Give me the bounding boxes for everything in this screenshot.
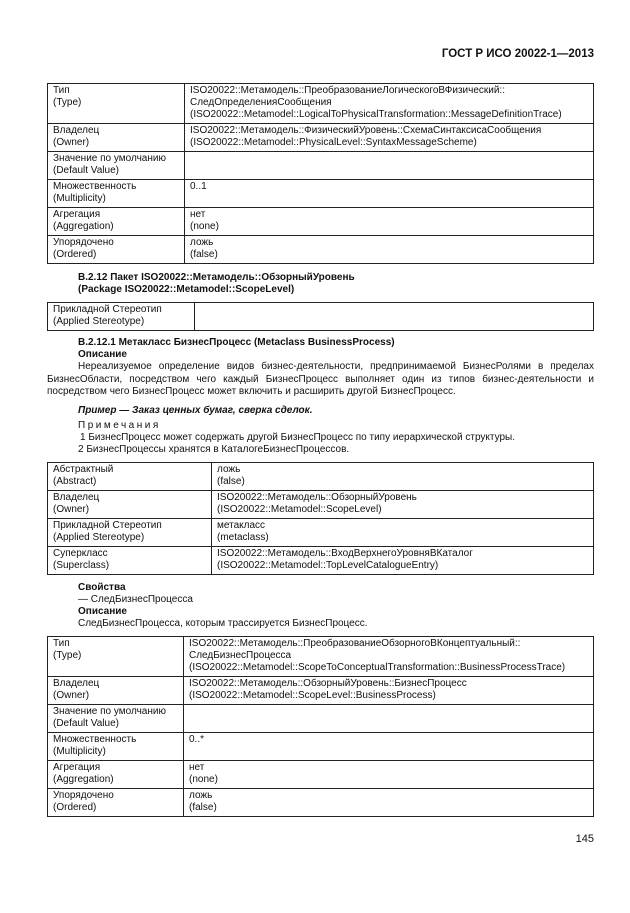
page-number: 145: [575, 833, 594, 845]
label-line: Владелец: [53, 491, 100, 503]
table-row: [48, 180, 594, 208]
value-line: (none): [190, 221, 219, 232]
label-line: (Applied Stereotype): [53, 531, 145, 543]
value-line: 0..1: [190, 181, 207, 192]
table-row: [48, 303, 594, 331]
property-label-cell: [48, 462, 212, 490]
label-line: (Superclass): [53, 559, 110, 571]
label-line: (Applied Stereotype): [53, 316, 145, 327]
table-row: [48, 124, 594, 152]
label-line: (Aggregation): [53, 221, 114, 232]
table-row: [48, 518, 594, 546]
value-line: ложь: [189, 789, 213, 801]
table-row: [48, 208, 594, 236]
label-line: Владелец: [53, 125, 100, 136]
note-2: 2 БизнесПроцессы хранятся в КаталогеБизнесПроцессов.: [78, 443, 350, 455]
table-row: [48, 704, 594, 732]
property-label-cell: [48, 208, 185, 236]
property-value-cell: [185, 180, 594, 208]
label-line: Агрегация: [53, 209, 101, 220]
property-value-cell: [185, 152, 594, 180]
label-line: Прикладной Стереотип: [53, 304, 162, 315]
property-value-cell: [212, 518, 594, 546]
value-line: ложь: [217, 463, 241, 475]
label-line: Значение по умолчанию: [53, 153, 166, 164]
property-label-cell: [48, 180, 185, 208]
value-line: метакласс: [217, 519, 266, 531]
value-line: ISO20022::Метамодель::ПреобразованиеЛогическогоВФизический::: [190, 85, 505, 96]
value-line: ISO20022::Метамодель::ПреобразованиеОбзорногоВКонцептуальный::: [189, 637, 521, 649]
value-line: (false): [217, 475, 245, 487]
property-label-cell: [48, 636, 184, 676]
property-value-cell: [185, 124, 594, 152]
property-label-cell: [48, 546, 212, 574]
property-value-cell: [212, 462, 594, 490]
properties-heading: Свойства: [78, 581, 126, 593]
label-line: Значение по умолчанию: [53, 705, 166, 717]
label-line: Суперкласс: [53, 547, 108, 559]
value-line: ложь: [190, 237, 214, 248]
value-line: ISO20022::Метамодель::ВходВерхнегоУровняВКаталог: [217, 547, 473, 559]
table-row: [48, 236, 594, 264]
table-row: [48, 788, 594, 816]
label-line: (Owner): [53, 137, 90, 148]
label-line: Упорядочено: [53, 237, 114, 248]
label-line: (Aggregation): [53, 773, 114, 785]
metaclass-business-process-table: [47, 462, 594, 575]
table-row: [48, 84, 594, 124]
value-line: (metaclass): [217, 531, 269, 543]
value-line: СледБизнесПроцесса: [189, 649, 292, 661]
table-row: [48, 462, 594, 490]
package-stereotype-table: [47, 302, 594, 331]
label-line: Абстрактный: [53, 463, 114, 475]
value-line: нет: [189, 761, 205, 773]
label-line: (Abstract): [53, 475, 97, 487]
description-text: Нереализуемое определение видов бизнес-деятельности, предпринимаемой БизнесРолями в пределах БизнесОбласти, посредством чего каждый БизнесПроцесс выполняет один из типов бизнес-деятельности и посредством чего БизнесПроцесс может включить и расширить другой БизнесПроцесс.: [47, 361, 594, 397]
property-value-cell: [184, 636, 594, 676]
table-row: [48, 636, 594, 676]
property-label-cell: [48, 236, 185, 264]
label-line: (Default Value): [53, 165, 119, 176]
property-label-cell: [48, 518, 212, 546]
attribute-table-business-process-trace: [47, 636, 594, 817]
label-line: Владелец: [53, 677, 100, 689]
property-value-cell: [195, 303, 594, 331]
label-line: (Multiplicity): [53, 745, 106, 757]
value-line: нет: [190, 209, 206, 220]
table-row: [48, 490, 594, 518]
property-item: — СледБизнесПроцесса: [78, 593, 193, 605]
table-row: [48, 760, 594, 788]
property-description-text: СледБизнесПроцесса, которым трассируется БизнесПроцесс.: [78, 617, 368, 629]
value-line: (false): [189, 801, 217, 813]
label-line: (Ordered): [53, 249, 97, 260]
property-value-cell: [185, 236, 594, 264]
notes-heading: Примечания: [78, 419, 161, 431]
value-line: (none): [189, 773, 218, 785]
property-label-cell: [48, 490, 212, 518]
property-value-cell: [212, 490, 594, 518]
property-label-cell: [48, 788, 184, 816]
label-line: Тип: [53, 637, 70, 649]
property-value-cell: [184, 732, 594, 760]
label-line: (Owner): [53, 503, 90, 515]
section-heading-b2121: B.2.12.1 Метакласс БизнесПроцесс (Metaclass BusinessProcess): [78, 337, 395, 348]
property-value-cell: [184, 704, 594, 732]
value-line: ISO20022::Метамодель::ОбзорныйУровень: [217, 491, 417, 503]
property-label-cell: [48, 760, 184, 788]
property-label-cell: [48, 84, 185, 124]
label-line: Агрегация: [53, 761, 101, 773]
label-line: (Ordered): [53, 801, 97, 813]
label-line: Прикладной Стереотип: [53, 519, 162, 531]
value-line: (ISO20022::Metamodel::PhysicalLevel::SyntaxMessageScheme): [190, 137, 477, 148]
property-value-cell: [212, 546, 594, 574]
property-value-cell: [184, 788, 594, 816]
value-line: ISO20022::Метамодель::ФизическийУровень::СхемаСинтаксисаСообщения: [190, 125, 542, 136]
property-label-cell: [48, 676, 184, 704]
section-heading-b212-en: (Package ISO20022::Metamodel::ScopeLevel): [78, 284, 295, 295]
label-line: (Type): [53, 97, 82, 108]
value-line: (ISO20022::Metamodel::ScopeToConceptualTransformation::BusinessProcessTrace): [189, 661, 566, 673]
property-label-cell: [48, 124, 185, 152]
label-line: (Multiplicity): [53, 193, 106, 204]
page-body: [47, 83, 594, 817]
label-line: (Type): [53, 649, 82, 661]
table-row: [48, 546, 594, 574]
attribute-table-message-definition-trace: [47, 83, 594, 264]
property-value-cell: [185, 84, 594, 124]
label-line: Множественность: [53, 733, 137, 745]
property-value-cell: [185, 208, 594, 236]
value-line: (ISO20022::Metamodel::TopLevelCatalogueEntry): [217, 559, 439, 571]
property-value-cell: [184, 676, 594, 704]
value-line: ISO20022::Метамодель::ОбзорныйУровень::БизнесПроцесс: [189, 677, 467, 689]
note-1: 1 БизнесПроцесс может содержать другой БизнесПроцесс по типу иерархической структуры.: [80, 431, 515, 443]
property-label-cell: [48, 303, 195, 331]
label-line: Тип: [53, 85, 70, 96]
property-label-cell: [48, 152, 185, 180]
label-line: (Default Value): [53, 717, 119, 729]
value-line: (ISO20022::Metamodel::ScopeLevel::BusinessProcess): [189, 689, 436, 701]
section-heading-b212: B.2.12 Пакет ISO20022::Метамодель::ОбзорныйУровень: [78, 272, 355, 283]
property-label-cell: [48, 732, 184, 760]
property-value-cell: [184, 760, 594, 788]
table-row: [48, 676, 594, 704]
property-description-heading: Описание: [78, 605, 127, 617]
value-line: (false): [190, 249, 218, 260]
label-line: Упорядочено: [53, 789, 114, 801]
property-label-cell: [48, 704, 184, 732]
table-row: [48, 152, 594, 180]
value-line: (ISO20022::Metamodel::LogicalToPhysicalTransformation::MessageDefinitionTrace): [190, 109, 562, 120]
value-line: 0..*: [189, 733, 205, 745]
table-row: [48, 732, 594, 760]
example-text: Пример — Заказ ценных бумаг, сверка сделок.: [78, 404, 313, 416]
document-header: ГОСТ Р ИСО 20022-1—2013: [441, 48, 594, 60]
label-line: (Owner): [53, 689, 90, 701]
value-line: СледОпределенияСообщения: [190, 97, 332, 108]
value-line: (ISO20022::Metamodel::ScopeLevel): [217, 503, 382, 515]
label-line: Множественность: [53, 181, 137, 192]
description-heading: Описание: [78, 349, 127, 360]
